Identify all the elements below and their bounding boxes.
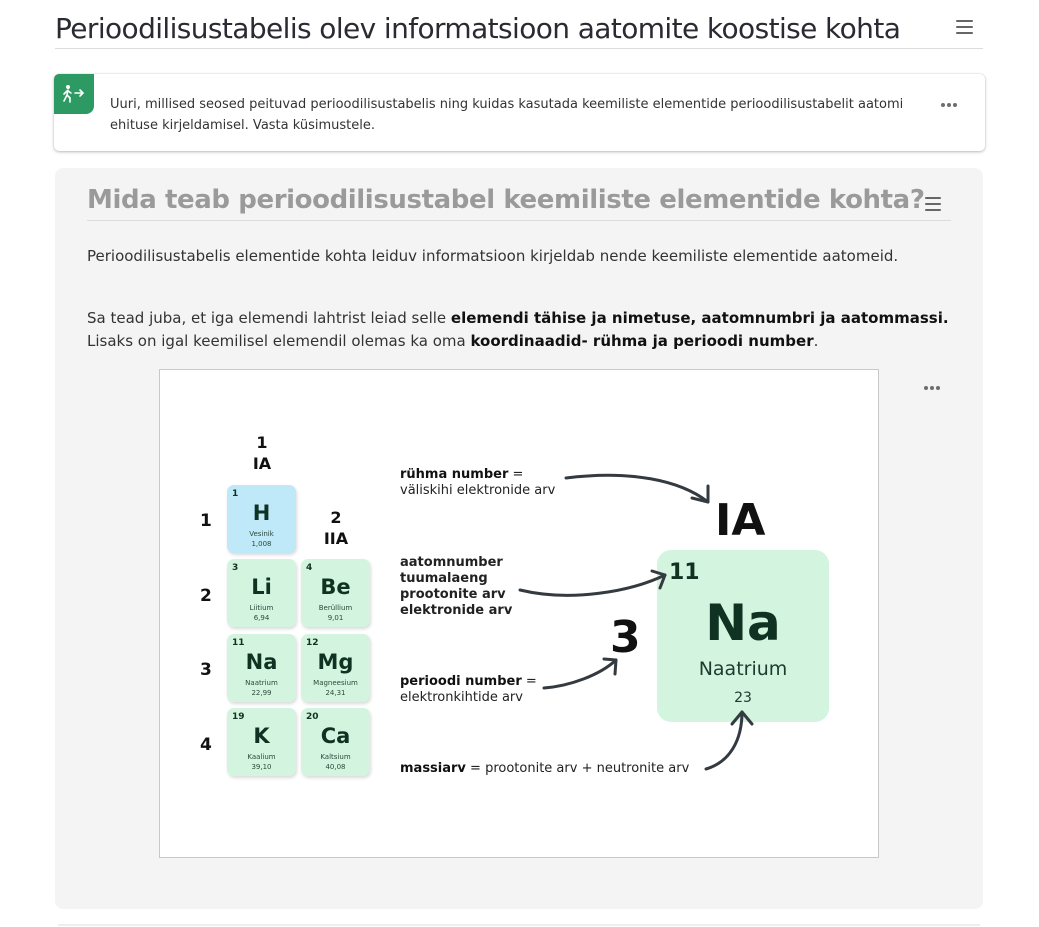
- element-tile-mg: 12 Mg Magneesium 24,31: [301, 634, 370, 702]
- paragraph-bold: elemendi tähise ja nimetuse, aatomnumbri ja aatommassi.: [450, 309, 949, 327]
- period-label-4: 4: [200, 735, 212, 755]
- element-tile-ca: 20 Ca Kaltsium 40,08: [301, 708, 370, 776]
- period-label-3: 3: [200, 660, 212, 680]
- paragraph-intro: Perioodilisustabelis elementide kohta leiduv informatsioon kirjeldab nende keemiliste elementide aatomeid.: [87, 247, 899, 265]
- section-title: [87, 185, 951, 221]
- person-walking-arrow-icon: [54, 74, 94, 114]
- hamburger-menu-icon[interactable]: [925, 197, 941, 215]
- group-label-1: 1 IA: [252, 433, 272, 473]
- period-label-1: 1: [200, 511, 212, 531]
- element-tile-na: 11 Na Naatrium 22,99: [227, 634, 296, 702]
- hamburger-menu-icon[interactable]: [956, 20, 973, 36]
- detail-name: Naatrium: [698, 658, 788, 680]
- annotation-group-number: rühma number = väliskihi elektronide arv: [400, 467, 556, 498]
- detail-symbol: Na: [705, 594, 781, 652]
- periodic-table-figure: [159, 369, 879, 858]
- detail-atomic-number: 11: [669, 560, 700, 585]
- paragraph-text: Lisaks on igal keemilisel elemendil olemas ka oma: [87, 332, 471, 350]
- arrow-to-atomic-number: [520, 575, 665, 595]
- intro-card: [54, 74, 985, 151]
- arrow-to-period: [544, 660, 616, 688]
- intro-text: Uuri, millised seosed peituvad perioodilisustabelis ning kuidas kasutada keemiliste elementide perioodilisustabelit aatomi ehituse kirjeldamisel. Vasta küsimustele.: [110, 97, 904, 133]
- arrow-to-group: [566, 475, 708, 502]
- group-label-2: 2 IIA: [323, 508, 349, 548]
- element-tile-h: 1 H Vesinik 1,008: [227, 485, 296, 553]
- annotation-mass-number: massiarv = prootonite arv + neutronite arv: [400, 761, 690, 776]
- paragraph-text: .: [813, 332, 819, 350]
- paragraph-text: Sa tead juba, et iga elemendi lahtrist leiad selle: [87, 309, 451, 327]
- detail-period-label: 3: [610, 612, 641, 663]
- annotation-period-number: perioodi number = elektronkihtide arv: [400, 674, 537, 705]
- section-title-text: Mida teab perioodilisustabel keemiliste elementide kohta?: [87, 185, 925, 215]
- period-label-2: 2: [200, 586, 212, 606]
- paragraph-bold: koordinaadid- rühma ja perioodi number: [470, 332, 814, 350]
- more-dots-icon[interactable]: [941, 103, 957, 107]
- element-tile-li: 3 Li Liitium 6,94: [227, 559, 296, 627]
- page-title: [55, 12, 983, 49]
- page-title-text: Perioodilisustabelis olev informatsioon aatomite koostise kohta: [55, 12, 901, 45]
- element-tile-k: 19 K Kaalium 39,10: [227, 708, 296, 776]
- content-section: [55, 168, 983, 909]
- element-tile-be: 4 Be Berüllium 9,01: [301, 559, 370, 627]
- annotation-arrows: [160, 370, 880, 859]
- more-dots-icon[interactable]: [924, 386, 940, 390]
- paragraph-coordinates: [87, 307, 957, 353]
- divider: [58, 924, 980, 926]
- detail-mass: 23: [734, 690, 752, 706]
- detail-group-label: IA: [715, 495, 766, 546]
- annotation-atomic-number: aatomnumber tuumalaeng prootonite arv elektronide arv: [400, 555, 513, 618]
